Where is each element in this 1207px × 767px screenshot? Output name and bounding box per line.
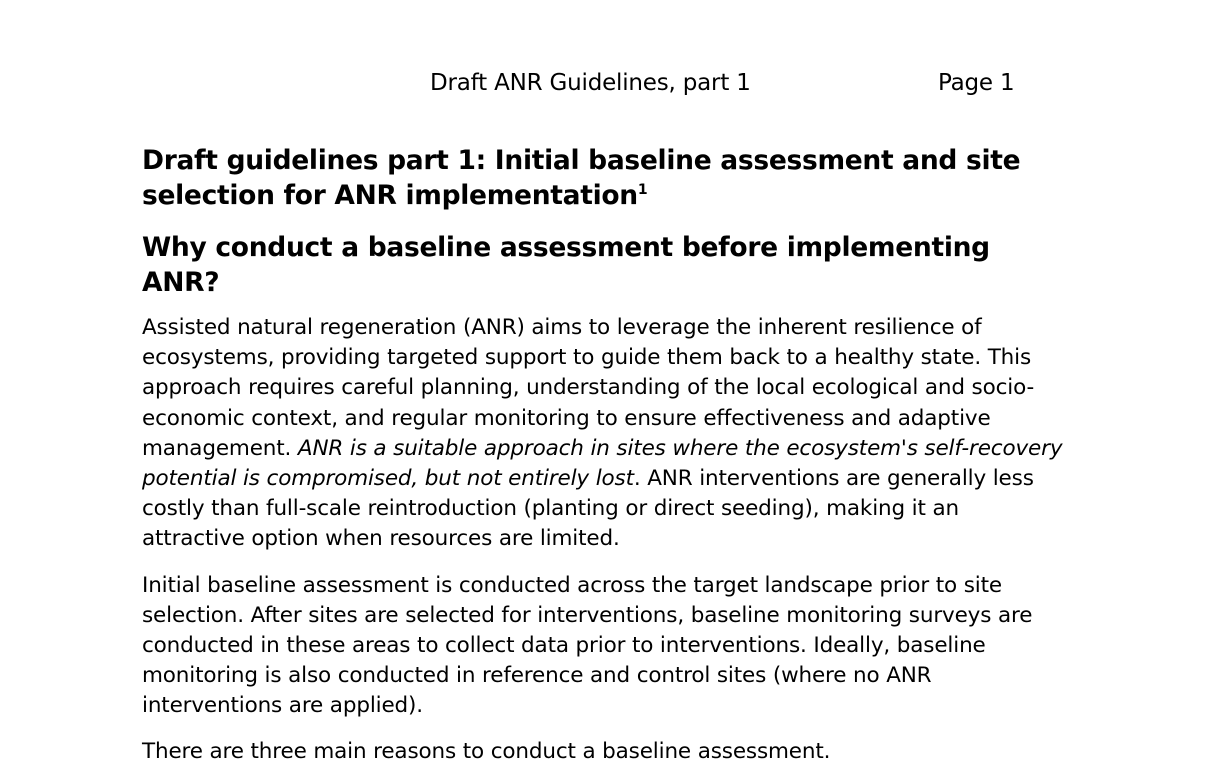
document-heading [142,143,1067,213]
header-title: Draft ANR Guidelines, part 1 [430,70,751,96]
paragraph-anr-intro-emphasis: ANR is a suitable approach in sites where the ecosystem's self-recovery potential is compromised, but not entirely lost [142,435,1063,492]
footnote-reference[interactable]: 1 [637,182,648,199]
section-subheading: Why conduct a baseline assessment before implementing ANR? [142,232,990,298]
paragraph-anr-intro-tail: . ANR interventions are generally less costly than full-scale reintroduction (planting or direct seeding), making it an attractive option when resources are limited. [142,466,1034,552]
paragraph-reasons: There are three main reasons to conduct a baseline assessment. [142,738,831,764]
document-body [142,143,1067,767]
paragraph-baseline-assessment: Initial baseline assessment is conducted across the target landscape prior to site selection. After sites are selected for interventions, baseline monitoring surveys are conducted in these areas to collect data prior to interventions. Ideally, baseline monitoring is also conducted in reference and control sites (where no ANR interventions are applied). [142,572,1033,719]
header-page-number: Page 1 [938,70,1015,96]
paragraph-anr-intro [142,313,1067,555]
document-heading-text: Draft guidelines part 1: Initial baseline assessment and site selection for ANR implementation [142,145,1021,211]
paragraph-anr-intro-text: Assisted natural regeneration (ANR) aims to leverage the inherent resilience of ecosystems, providing targeted support to guide them back to a healthy state. This approach requires careful planning, understanding of the local ecological and socio-economic context, and regular monitoring to ensure effectiveness and adaptive management. [142,315,1035,461]
page-header [0,70,1207,102]
